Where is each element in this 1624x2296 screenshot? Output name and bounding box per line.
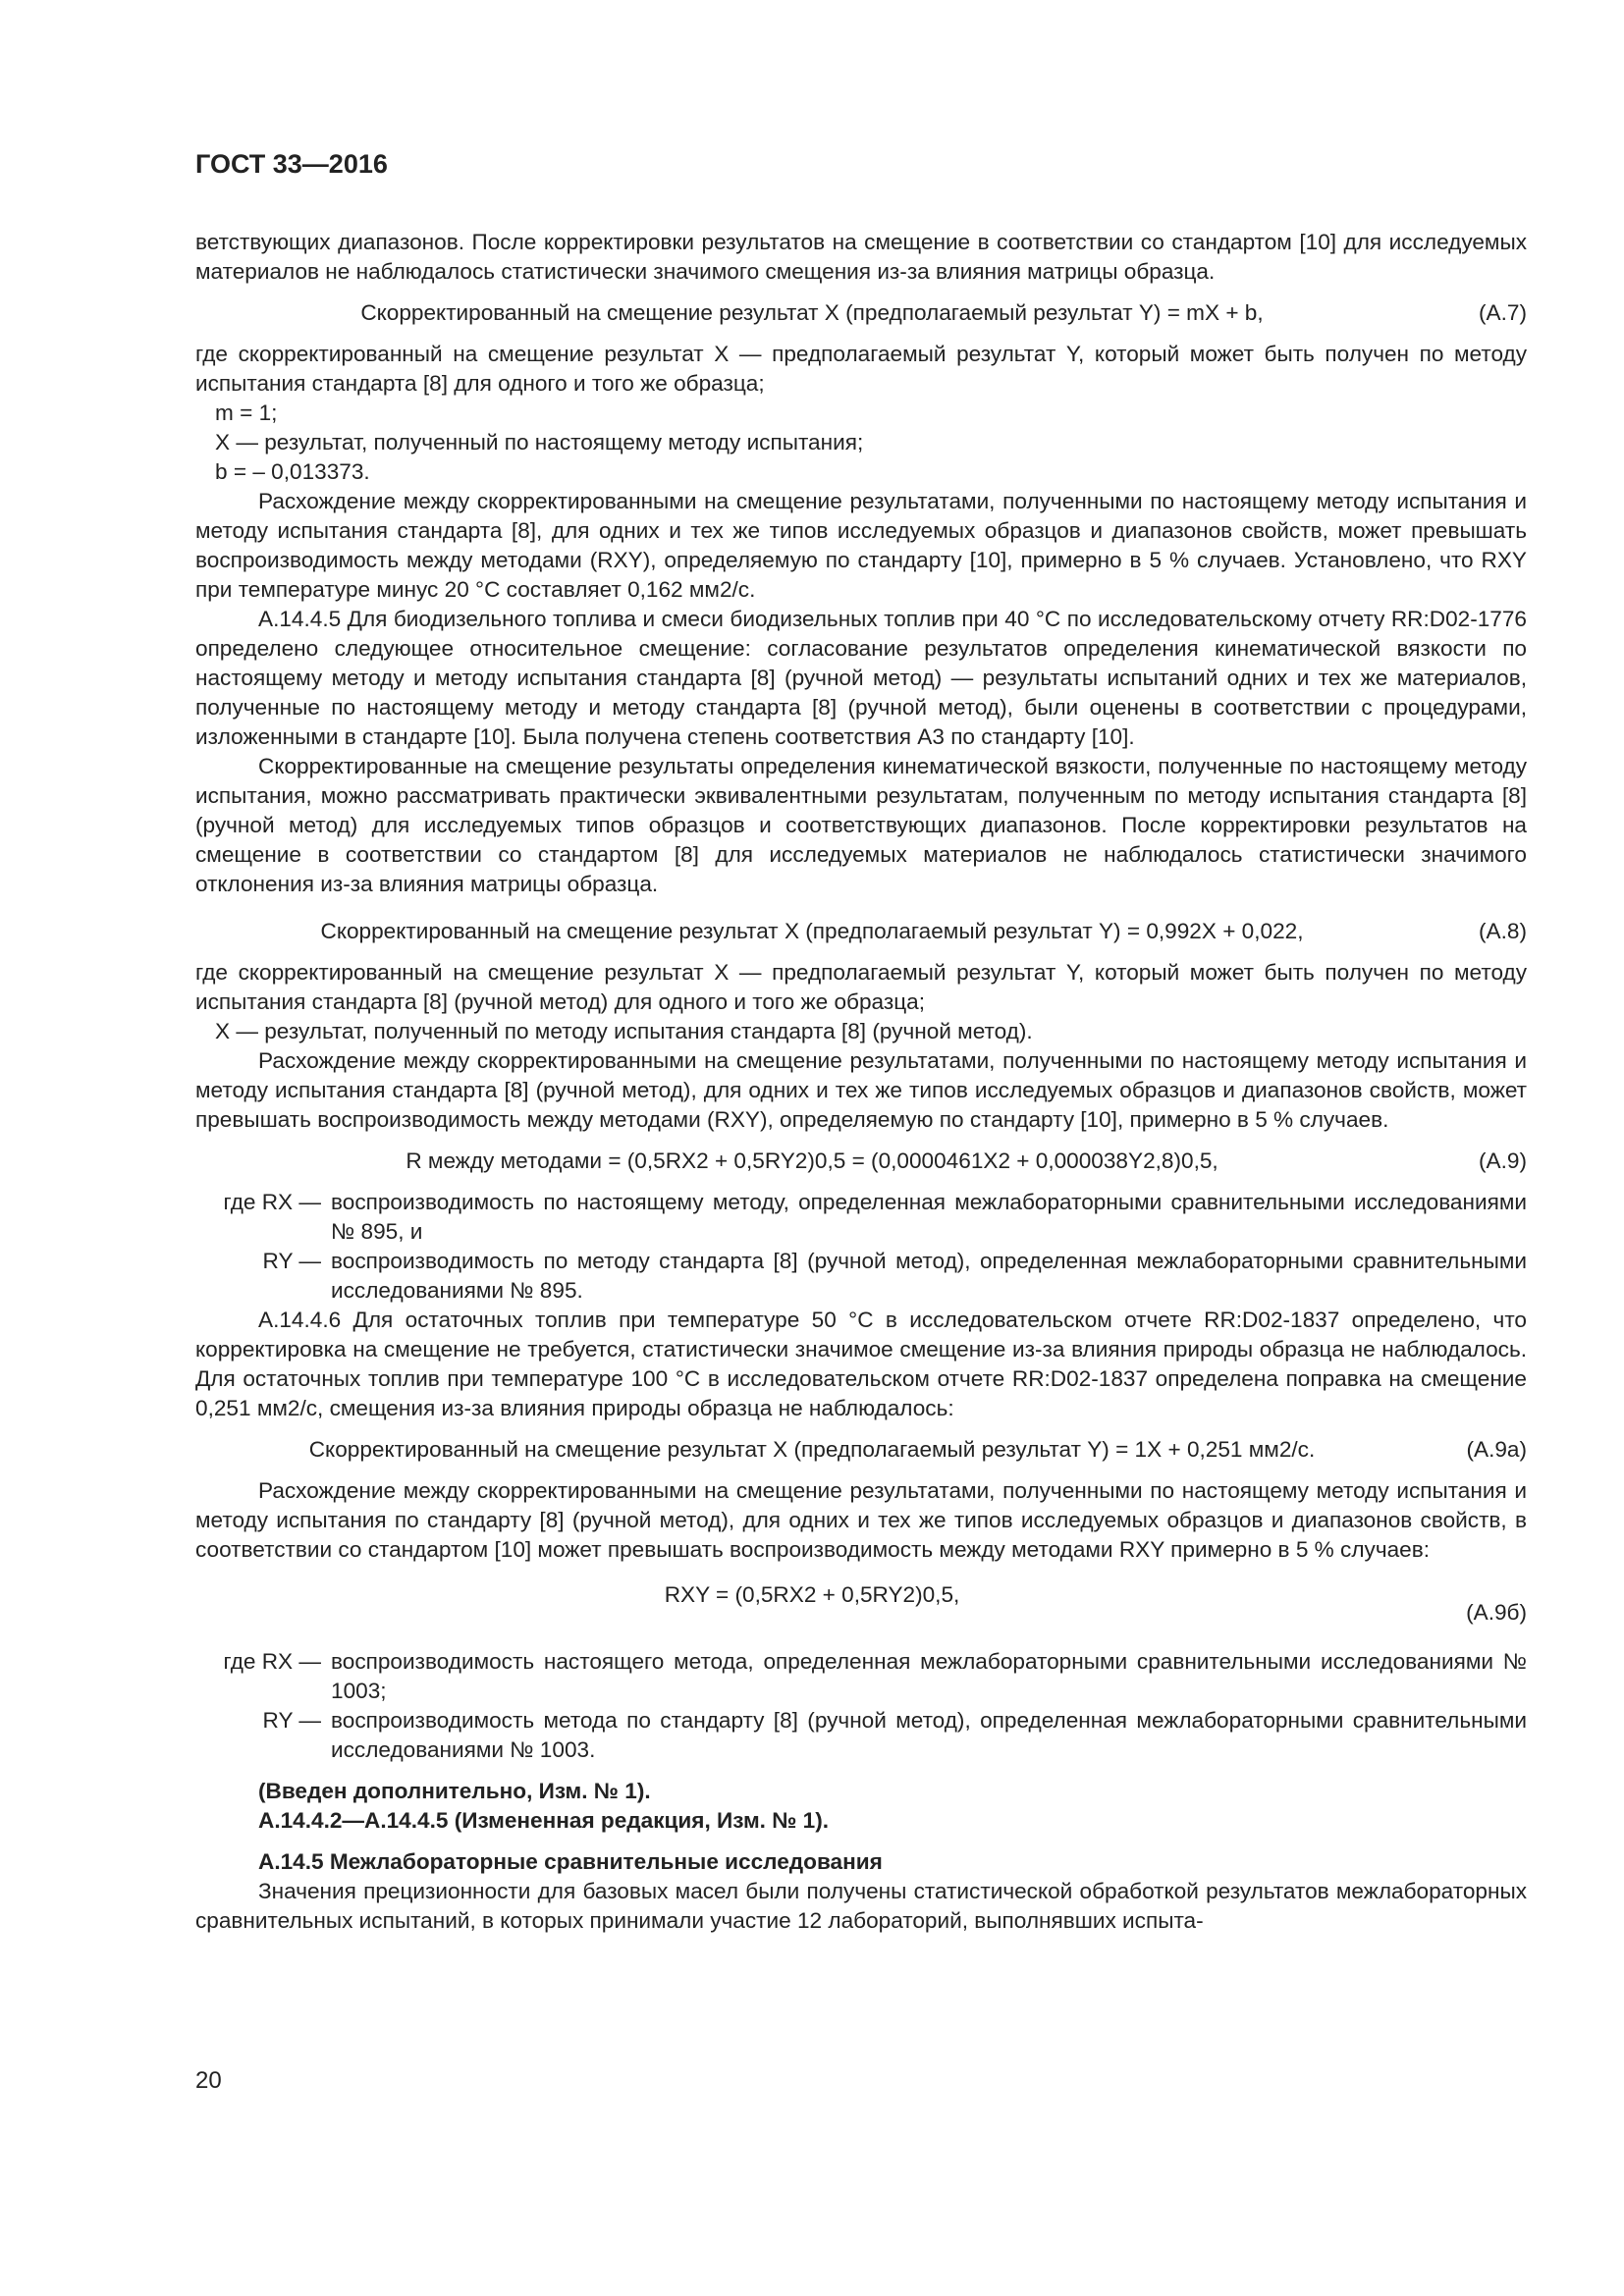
paragraph-continuation: ветствующих диапазонов. После корректировки результатов на смещение в соответствии со стандартом [10] для исследуемых материалов не наблюдалось статистически значимого смещения из-за влияния матрицы образца. — [195, 230, 1527, 284]
definition-label: где RX — — [223, 1649, 321, 1674]
paragraph-where: где скорректированный на смещение результат X — предполагаемый результат Y, который может быть получен по методу испытания стандарта [8] (ручной метод) для одного и того же образца; — [195, 960, 1527, 1014]
paragraph-where: где скорректированный на смещение результат X — предполагаемый результат Y, который может быть получен по методу испытания стандарта [8] для одного и того же образца; — [195, 342, 1527, 396]
paragraph: Расхождение между скорректированными на смещение результатами, полученными по настоящему методу испытания и методу испытания по стандарту [8] (ручной метод), для одних и тех же типов исследуемых образцов и диапазонов свойств, в соответствии со стандартом [10] может превышать воспроизводимость между методами RXY примерно в 5 % случаев: — [195, 1478, 1527, 1562]
equation-number: (А.9а) — [1466, 1437, 1527, 1462]
equation-text: Скорректированный на смещение результат X (предполагаемый результат Y) = mX + b, — [360, 300, 1264, 325]
definition-label: где RX — — [223, 1190, 321, 1214]
equation-number: (А.9) — [1479, 1148, 1527, 1173]
section-heading: А.14.5 Межлабораторные сравнительные исследования — [258, 1849, 883, 1874]
amendment-note: (Введен дополнительно, Изм. № 1). — [258, 1779, 651, 1803]
paragraph: Значения прецизионности для базовых масел были получены статистической обработкой результатов межлабораторных сравнительных испытаний, в которых принимали участие 12 лабораторий, выполнявших испыта- — [195, 1879, 1527, 1933]
paragraph: Скорректированные на смещение результаты определения кинематической вязкости, полученные по настоящему методу испытания, можно рассматривать практически эквивалентными результатам, полученным по методу испытания стандарта [8] (ручной метод) для исследуемых типов образцов и соответствующих диапазонов. После корректировки результатов на смещение в соответствии со стандартом [8] для исследуемых материалов не наблюдалось статистически значимого отклонения из-за влияния матрицы образца. — [195, 754, 1527, 896]
equation-a9b — [195, 1576, 1527, 1635]
list-item: X — результат, полученный по настоящему методу испытания; — [215, 430, 864, 454]
equation-text: Скорректированный на смещение результат X (предполагаемый результат Y) = 1X + 0,251 мм2/с. — [308, 1437, 1316, 1462]
definition-label: RY — — [262, 1708, 321, 1733]
definition-text: воспроизводимость настоящего метода, определенная межлабораторными сравнительными исследованиями № 1003; — [331, 1649, 1527, 1703]
definition-item — [195, 1188, 1527, 1247]
equation-text: Скорректированный на смещение результат X (предполагаемый результат Y) = 0,992X + 0,022, — [320, 919, 1304, 943]
equation-a8 — [195, 917, 1527, 946]
definition-text: воспроизводимость по методу стандарта [8] (ручной метод), определенная межлабораторными сравнительными исследованиями № 895. — [331, 1249, 1527, 1303]
document-header: ГОСТ 33—2016 — [195, 149, 388, 179]
definition-text: воспроизводимость по настоящему методу, определенная межлабораторными сравнительными исследованиями № 895, и — [331, 1190, 1527, 1244]
paragraph: Расхождение между скорректированными на смещение результатами, полученными по настоящему методу испытания и методу испытания стандарта [8], для одних и тех же типов исследуемых образцов и диапазонов свойств, может превышать воспроизводимость между методами (RXY), определяемую по стандарту [10], примерно в 5 % случаев. Установлено, что RXY при температуре минус 20 °С составляет 0,162 мм2/с. — [195, 489, 1527, 602]
paragraph-a-14-4-6: А.14.4.6 Для остаточных топлив при температуре 50 °С в исследовательском отчете RR:D02-1837 определено, что корректировка на смещение не требуется, статистически значимое смещение из-за влияния природы образца не наблюдалось. Для остаточных топлив при температуре 100 °С в исследовательском отчете RR:D02-1837 определена поправка на смещение 0,251 мм2/с, смещения из-за влияния природы образца не наблюдалось: — [195, 1308, 1527, 1420]
equation-a9a — [195, 1435, 1527, 1465]
equation-number: (А.7) — [1479, 300, 1527, 325]
list-item: X — результат, полученный по методу испытания стандарта [8] (ручной метод). — [215, 1019, 1033, 1043]
paragraph: Расхождение между скорректированными на смещение результатами, полученными по настоящему методу испытания и методу испытания стандарта [8] (ручной метод), для одних и тех же типов исследуемых образцов и диапазонов свойств, может превышать воспроизводимость между методами (RXY), определяемую по стандарту [10], примерно в 5 % случаев. — [195, 1048, 1527, 1132]
amendment-note: А.14.4.2—А.14.4.5 (Измененная редакция, Изм. № 1). — [258, 1808, 830, 1833]
document-body — [195, 228, 1527, 1936]
definition-item — [195, 1706, 1527, 1765]
definition-item — [195, 1247, 1527, 1306]
page-number: 20 — [195, 2067, 222, 2094]
equation-number: (А.9б) — [1466, 1600, 1527, 1625]
equation-text: R между методами = (0,5RX2 + 0,5RY2)0,5 = (0,0000461X2 + 0,000038Y2,8)0,5, — [406, 1148, 1218, 1173]
list-item: b = – 0,013373. — [215, 459, 370, 484]
definition-label: RY — — [262, 1249, 321, 1273]
definition-item — [195, 1647, 1527, 1706]
equation-a7 — [195, 298, 1527, 328]
paragraph-a-14-4-5: А.14.4.5 Для биодизельного топлива и смеси биодизельных топлив при 40 °С по исследовательскому отчету RR:D02-1776 определено следующее относительное смещение: согласование результатов определения кинематической вязкости по настоящему методу и методу испытания стандарта [8] (ручной метод) — результаты испытаний одних и тех же материалов, полученные по настоящему методу и методу стандарта [8] (ручной метод), были оценены в соответствии с процедурами, изложенными в стандарте [10]. Была получена степень соответствия А3 по стандарту [10]. — [195, 607, 1527, 749]
equation-text: RXY = (0,5RX2 + 0,5RY2)0,5, — [664, 1582, 960, 1607]
definition-text: воспроизводимость метода по стандарту [8] (ручной метод), определенная межлабораторными сравнительными исследованиями № 1003. — [331, 1708, 1527, 1762]
list-item: m = 1; — [215, 400, 278, 425]
equation-a9 — [195, 1147, 1527, 1176]
equation-number: (А.8) — [1479, 919, 1527, 943]
